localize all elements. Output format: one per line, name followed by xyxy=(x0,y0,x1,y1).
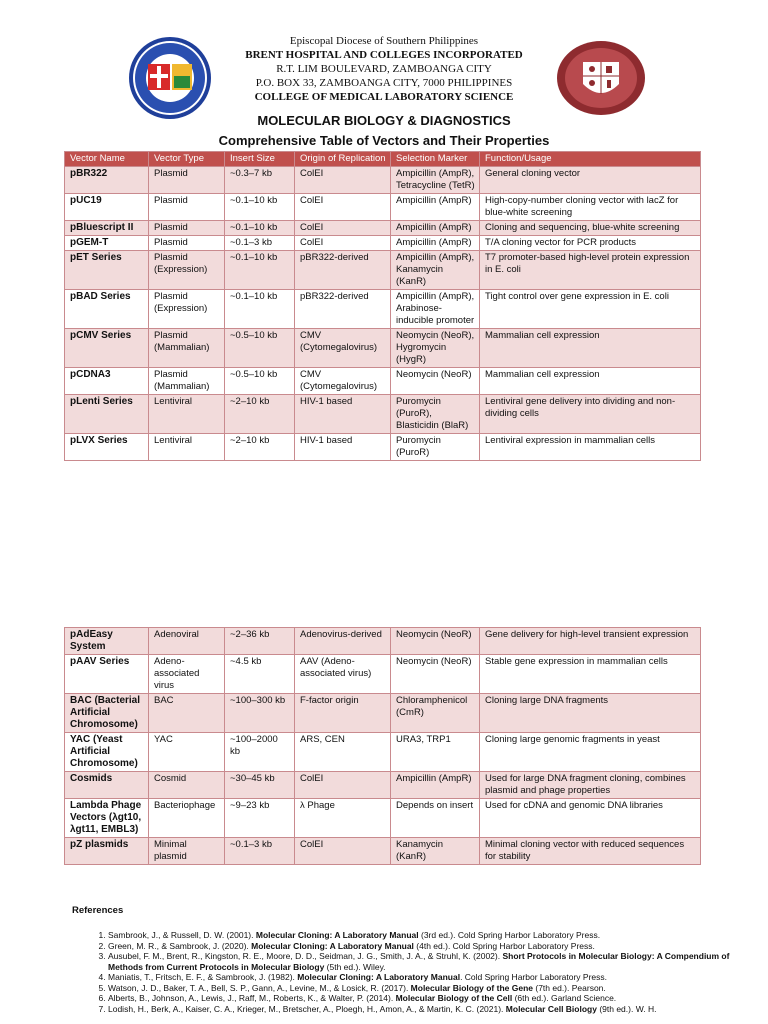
table-cell: Cloning large genomic fragments in yeast xyxy=(480,733,701,772)
table-cell: T/A cloning vector for PCR products xyxy=(480,236,701,251)
table-row xyxy=(65,236,701,251)
table-cell: Ampicillin (AmpR), Tetracycline (TetR) xyxy=(391,167,480,194)
table-cell: ~2–10 kb xyxy=(225,434,295,461)
reference-title: Molecular Cloning: A Laboratory Manual xyxy=(297,972,461,982)
table-cell: ~4.5 kb xyxy=(225,655,295,694)
reference-item xyxy=(108,951,758,972)
reference-title: Molecular Biology of the Cell xyxy=(395,993,513,1003)
col-header-vector-type: Vector Type xyxy=(149,152,225,167)
table-cell: Lentiviral xyxy=(149,395,225,434)
table-cell: T7 promoter-based high-level protein expression in E. coli xyxy=(480,251,701,290)
table-cell: ColEI xyxy=(295,167,391,194)
table-cell: YAC (Yeast Artificial Chromosome) xyxy=(65,733,149,772)
reference-title: Molecular Biology of the Gene xyxy=(410,982,533,993)
table-cell: ~100–300 kb xyxy=(225,694,295,733)
table-cell: ~0.3–7 kb xyxy=(225,167,295,194)
table-cell: Puromycin (PuroR), Blasticidin (BlaR) xyxy=(391,395,480,434)
table-cell: pAdEasy System xyxy=(65,628,149,655)
table-cell: ~0.1–10 kb xyxy=(225,251,295,290)
table-cell: ~0.1–10 kb xyxy=(225,290,295,329)
reference-publisher: (7th ed.). Pearson. xyxy=(533,982,606,993)
table-cell: Used for large DNA fragment cloning, combines plasmid and phage properties xyxy=(480,772,701,799)
table-cell: ~0.1–3 kb xyxy=(225,838,295,865)
reference-title: Molecular Cloning: A Laboratory Manual xyxy=(255,930,419,940)
table-cell: Tight control over gene expression in E. coli xyxy=(480,290,701,329)
table-cell: Used for cDNA and genomic DNA libraries xyxy=(480,799,701,838)
reference-authors: Watson, J. D., Baker, T. A., Bell, S. P., Gann, A., Levine, M., & Losick, R. (2017). xyxy=(108,982,411,993)
table-row xyxy=(65,329,701,368)
table-cell: ColEI xyxy=(295,194,391,221)
table-cell: ~0.5–10 kb xyxy=(225,368,295,395)
col-header-origin: Origin of Replication xyxy=(295,152,391,167)
table-cell: Plasmid (Mammalian) xyxy=(149,329,225,368)
table-cell: Cloning large DNA fragments xyxy=(480,694,701,733)
table-cell: Minimal plasmid xyxy=(149,838,225,865)
reference-publisher: (6th ed.). Garland Science. xyxy=(512,993,617,1003)
table-cell: Neomycin (NeoR) xyxy=(391,368,480,395)
table-cell: Lambda Phage Vectors (λgt10, λgt11, EMBL3) xyxy=(65,799,149,838)
document-subtitle: Comprehensive Table of Vectors and Their Properties xyxy=(218,133,550,148)
reference-publisher: (3rd ed.). Cold Spring Harbor Laboratory Press. xyxy=(418,930,601,940)
col-header-insert-size: Insert Size xyxy=(225,152,295,167)
col-header-selection-marker: Selection Marker xyxy=(391,152,480,167)
table-cell: Ampicillin (AmpR) xyxy=(391,221,480,236)
reference-publisher: (5th ed.). Wiley. xyxy=(324,961,386,972)
table-cell: Puromycin (PuroR) xyxy=(391,434,480,461)
reference-authors: Lodish, H., Berk, A., Kaiser, C. A., Krieger, M., Bretscher, A., Ploegh, H., Amon, A., & Martin, K. C. (2021). xyxy=(108,1003,506,1014)
table-cell: pBR322-derived xyxy=(295,290,391,329)
table-cell: Plasmid (Mammalian) xyxy=(149,368,225,395)
address-line: R.T. LIM BOULEVARD, ZAMBOANGA CITY xyxy=(276,63,492,75)
table-row xyxy=(65,772,701,799)
table-cell: Stable gene expression in mammalian cells xyxy=(480,655,701,694)
reference-authors: Sambrook, J., & Russell, D. W. (2001). xyxy=(108,930,256,940)
table-cell: Plasmid xyxy=(149,221,225,236)
table-cell: Neomycin (NeoR), Hygromycin (HygR) xyxy=(391,329,480,368)
table-cell: pUC19 xyxy=(65,194,149,221)
table-cell: pCMV Series xyxy=(65,329,149,368)
table-cell: Mammalian cell expression xyxy=(480,368,701,395)
table-cell: Lentiviral gene delivery into dividing and non-dividing cells xyxy=(480,395,701,434)
table-cell: pBluescript II xyxy=(65,221,149,236)
reference-publisher: . Cold Spring Harbor Laboratory Press. xyxy=(460,972,607,982)
institution-header xyxy=(0,34,768,105)
table-cell: pGEM-T xyxy=(65,236,149,251)
reference-publisher: (9th ed.). W. H. xyxy=(596,1003,657,1014)
table-cell: General cloning vector xyxy=(480,167,701,194)
table-row xyxy=(65,733,701,772)
table-cell: ~30–45 kb xyxy=(225,772,295,799)
table-cell: Gene delivery for high-level transient expression xyxy=(480,628,701,655)
reference-item xyxy=(108,972,758,983)
table-cell: Ampicillin (AmpR) xyxy=(391,236,480,251)
table-cell: Adenoviral xyxy=(149,628,225,655)
table-cell: AAV (Adeno-associated virus) xyxy=(295,655,391,694)
reference-authors: Ausubel, F. M., Brent, R., Kingston, R. E., Moore, D. D., Seidman, J. G., Smith, J. A., & Struhl, K. (2002). xyxy=(108,951,503,961)
table-cell: Bacteriophage xyxy=(149,799,225,838)
table-row xyxy=(65,194,701,221)
table-cell: Ampicillin (AmpR) xyxy=(391,194,480,221)
table-cell: Chloramphenicol (CmR) xyxy=(391,694,480,733)
table-cell: HIV-1 based xyxy=(295,395,391,434)
table-row xyxy=(65,395,701,434)
table-cell: ~2–10 kb xyxy=(225,395,295,434)
table-cell: ~0.1–10 kb xyxy=(225,221,295,236)
table-cell: Kanamycin (KanR) xyxy=(391,838,480,865)
table-cell: pCDNA3 xyxy=(65,368,149,395)
table-cell: ARS, CEN xyxy=(295,733,391,772)
vectors-table-part1 xyxy=(64,151,701,461)
table-cell: ColEI xyxy=(295,838,391,865)
table-row xyxy=(65,434,701,461)
vectors-table-part2 xyxy=(64,627,701,865)
college-name: COLLEGE OF MEDICAL LABORATORY SCIENCE xyxy=(254,91,514,103)
table-cell: Ampicillin (AmpR), Kanamycin (KanR) xyxy=(391,251,480,290)
table-cell: Depends on insert xyxy=(391,799,480,838)
table-cell: pBR322 xyxy=(65,167,149,194)
table-cell: pAAV Series xyxy=(65,655,149,694)
table-cell: Cloning and sequencing, blue-white screening xyxy=(480,221,701,236)
reference-authors: Green, M. R., & Sambrook, J. (2020). xyxy=(108,940,252,951)
table-cell: BAC (Bacterial Artificial Chromosome) xyxy=(65,694,149,733)
table-row xyxy=(65,221,701,236)
reference-item xyxy=(108,1004,758,1015)
table-cell: Plasmid xyxy=(149,167,225,194)
table-cell: Plasmid xyxy=(149,194,225,221)
table-cell: Cosmids xyxy=(65,772,149,799)
table-row xyxy=(65,628,701,655)
table-cell: pLVX Series xyxy=(65,434,149,461)
table-cell: F-factor origin xyxy=(295,694,391,733)
table-cell: YAC xyxy=(149,733,225,772)
table-cell: High-copy-number cloning vector with lacZ for blue-white screening xyxy=(480,194,701,221)
reference-item xyxy=(108,993,758,1004)
table-cell: BAC xyxy=(149,694,225,733)
table-cell: λ Phage xyxy=(295,799,391,838)
document-title: MOLECULAR BIOLOGY & DIAGNOSTICS xyxy=(257,113,511,128)
table-cell: Adeno-associated virus xyxy=(149,655,225,694)
table-cell: Lentiviral expression in mammalian cells xyxy=(480,434,701,461)
reference-publisher: (4th ed.). Cold Spring Harbor Laboratory Press. xyxy=(413,940,595,951)
table-row xyxy=(65,251,701,290)
reference-title: Molecular Cloning: A Laboratory Manual xyxy=(251,940,414,951)
table-cell: Plasmid xyxy=(149,236,225,251)
table-cell: Minimal cloning vector with reduced sequences for stability xyxy=(480,838,701,865)
table-cell: Ampicillin (AmpR) xyxy=(391,772,480,799)
table-cell: ~0.1–10 kb xyxy=(225,194,295,221)
table-cell: Lentiviral xyxy=(149,434,225,461)
table-row xyxy=(65,368,701,395)
table-cell: pBR322-derived xyxy=(295,251,391,290)
table-cell: Plasmid (Expression) xyxy=(149,290,225,329)
table-cell: ~0.1–3 kb xyxy=(225,236,295,251)
table-cell: Plasmid (Expression) xyxy=(149,251,225,290)
table-row xyxy=(65,838,701,865)
table-cell: Cosmid xyxy=(149,772,225,799)
table-cell: ~0.5–10 kb xyxy=(225,329,295,368)
table-cell: CMV (Cytomegalovirus) xyxy=(295,329,391,368)
table-cell: pZ plasmids xyxy=(65,838,149,865)
reference-authors: Alberts, B., Johnson, A., Lewis, J., Raff, M., Roberts, K., & Walter, P. (2014). xyxy=(108,993,396,1003)
references-list xyxy=(64,930,758,1014)
col-header-vector-name: Vector Name xyxy=(65,152,149,167)
table-row xyxy=(65,167,701,194)
reference-title: Short Protocols in Molecular Biology: A Compendium of Methods from Current Protocols in Molecular Biology xyxy=(108,951,730,972)
table-cell: URA3, TRP1 xyxy=(391,733,480,772)
reference-item xyxy=(108,941,758,952)
table-cell: Neomycin (NeoR) xyxy=(391,628,480,655)
table-cell: ColEI xyxy=(295,221,391,236)
table-cell: ~9–23 kb xyxy=(225,799,295,838)
col-header-function: Function/Usage xyxy=(480,152,701,167)
reference-authors: Maniatis, T., Fritsch, E. F., & Sambrook, J. (1982). xyxy=(108,972,298,982)
table-cell: ~100–2000 kb xyxy=(225,733,295,772)
table-cell: Ampicillin (AmpR), Arabinose-inducible promoter xyxy=(391,290,480,329)
po-box-line: P.O. BOX 33, ZAMBOANGA CITY, 7000 PHILIPPINES xyxy=(255,77,513,89)
institution-name: BRENT HOSPITAL AND COLLEGES INCORPORATED xyxy=(245,49,523,61)
table-cell: HIV-1 based xyxy=(295,434,391,461)
table-row xyxy=(65,655,701,694)
table-row xyxy=(65,694,701,733)
references-heading: References xyxy=(72,905,124,916)
reference-item xyxy=(108,983,758,994)
reference-item xyxy=(108,930,758,941)
table-cell: Adenovirus-derived xyxy=(295,628,391,655)
table-cell: ~2–36 kb xyxy=(225,628,295,655)
table-row xyxy=(65,799,701,838)
table-cell: Mammalian cell expression xyxy=(480,329,701,368)
diocese-line: Episcopal Diocese of Southern Philippines xyxy=(289,35,479,47)
table-cell: pET Series xyxy=(65,251,149,290)
table-cell: ColEI xyxy=(295,772,391,799)
reference-title: Molecular Cell Biology xyxy=(505,1003,597,1014)
table-cell: pBAD Series xyxy=(65,290,149,329)
table-row xyxy=(65,290,701,329)
table-cell: ColEI xyxy=(295,236,391,251)
table-cell: pLenti Series xyxy=(65,395,149,434)
table-cell: Neomycin (NeoR) xyxy=(391,655,480,694)
table-cell: CMV (Cytomegalovirus) xyxy=(295,368,391,395)
